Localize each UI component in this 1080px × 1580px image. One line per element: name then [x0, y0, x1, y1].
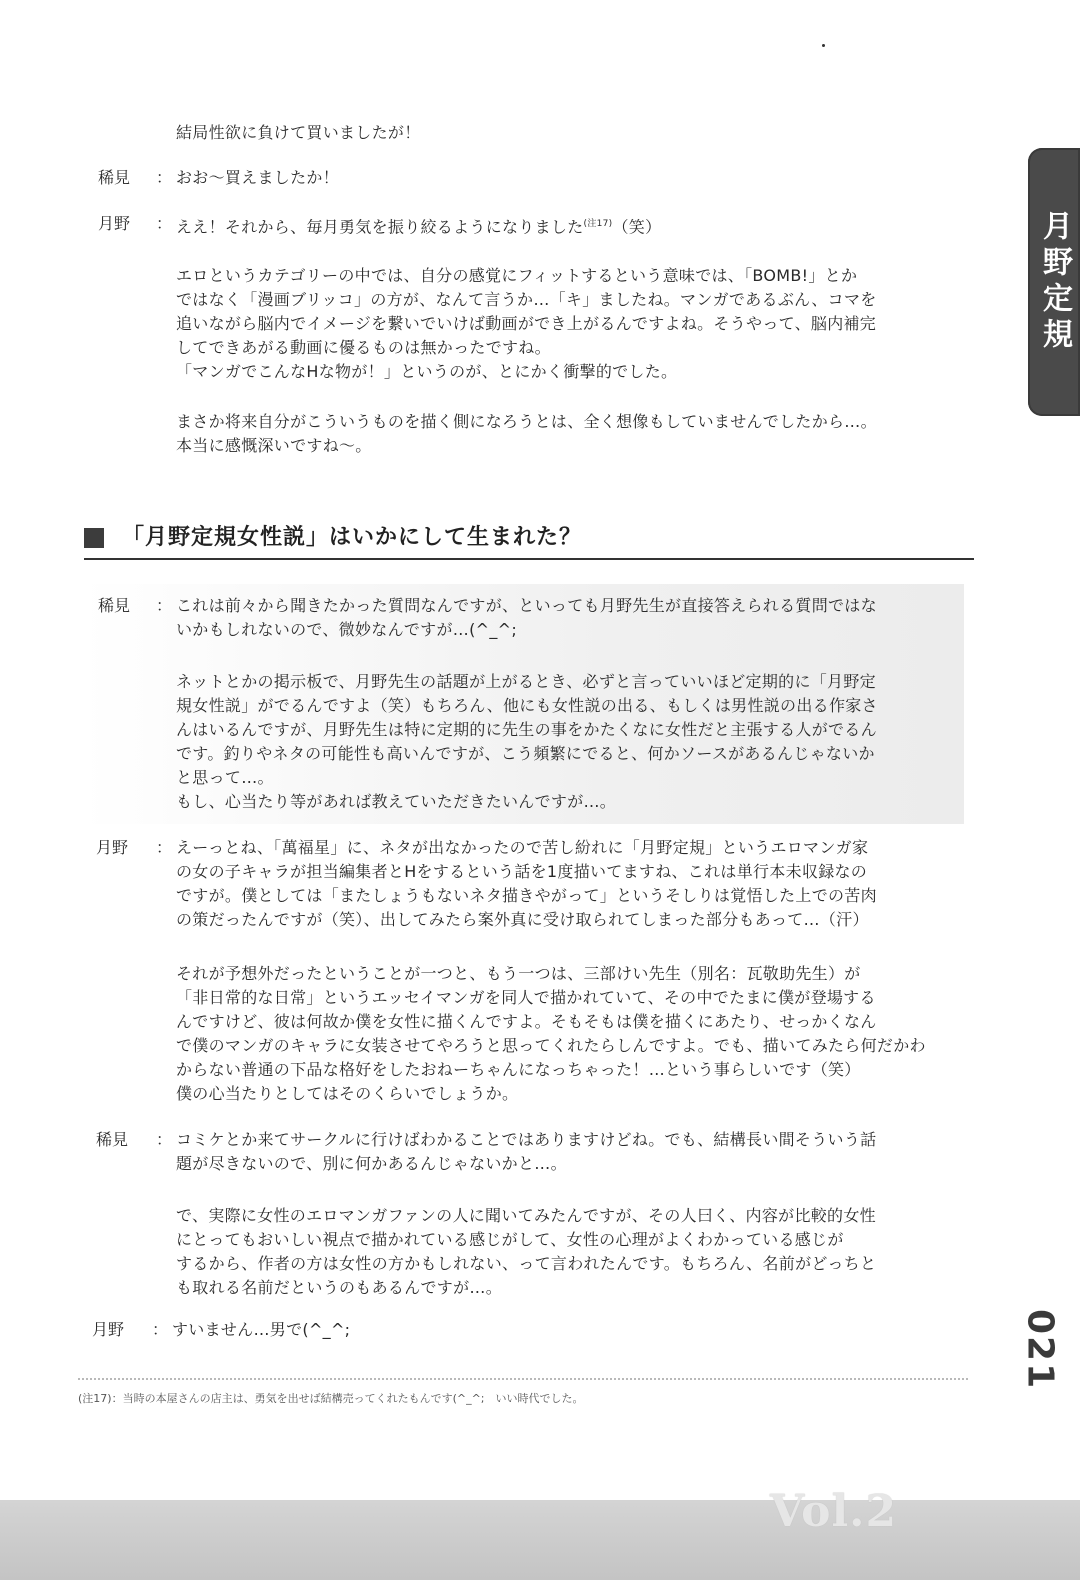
- paragraph-line: エロというカテゴリーの中では、自分の感覚にフィットするという意味では、「BOMB!」とか: [176, 266, 858, 285]
- speck: [822, 44, 825, 47]
- footnote: (注17)：当時の本屋さんの店主は、勇気を出せば結構売ってくれたもんです(^_^; いい時代でした。: [78, 1392, 584, 1405]
- speaker-name: 稀見: [96, 1130, 129, 1149]
- paragraph-line: 題が尽きないので、別に何かあるんじゃないかと…。: [176, 1154, 567, 1173]
- paragraph-line: えーっとね、「萬福星」に、ネタが出なかったので苦し紛れに「月野定規」というエロマンガ家: [176, 838, 869, 857]
- footnote-divider: [78, 1378, 968, 1380]
- dialogue-line: [176, 212, 661, 239]
- speaker-name: 稀見: [98, 596, 131, 615]
- paragraph-line: の策だったんですが（笑）、出してみたら案外真に受け取られてしまった部分もあって…（汗）: [176, 910, 869, 929]
- speaker-name: 月野: [92, 1320, 125, 1339]
- paragraph: [176, 1128, 876, 1176]
- paragraph-line: 規女性説」がでるんですよ（笑）もちろん、他にも女性説の出る、もしくは男性説の出る作家さ: [176, 696, 878, 715]
- paragraph-line: で僕のマンガのキャラに女装させてやろうと思ってくれたらしんですよ。でも、描いてみたら何だかわ: [176, 1036, 926, 1055]
- paragraph: [176, 1204, 876, 1300]
- speaker-colon: ：: [156, 1130, 173, 1149]
- paragraph-line: コミケとか来てサークルに行けばわかることではありますけどね。でも、結構長い間そういう話: [176, 1130, 877, 1149]
- paragraph-line: 本当に感慨深いですね〜。: [176, 436, 372, 455]
- paragraph-line: で、実際に女性のエロマンガファンの人に聞いてみたんですが、その人曰く、内容が比較的女性: [176, 1206, 876, 1225]
- footnote-marker: (注17): [583, 219, 613, 229]
- dialogue-main: ええ！それから、毎月勇気を振り絞るようになりました: [176, 217, 584, 237]
- paragraph-line: ですが。僕としては「またしょうもないネタ描きやがって」というそしりは覚悟した上での苦肉: [176, 886, 877, 905]
- paragraph: [176, 264, 877, 384]
- paragraph: [176, 836, 877, 932]
- paragraph-line: です。釣りやネタの可能性も高いんですが、こう頻繁にでると、何かソースがあるんじゃないか: [176, 744, 875, 763]
- speaker-colon: ：: [156, 214, 173, 233]
- intro-text: 結局性欲に負けて買いましたが！: [176, 123, 421, 142]
- page-number: 021: [1019, 1309, 1061, 1391]
- side-tab-label: 月野定規: [1037, 210, 1072, 354]
- dialogue-text: [172, 1318, 350, 1342]
- speaker-colon: ：: [156, 168, 173, 187]
- paragraph: [176, 594, 877, 642]
- heading-underline: [84, 558, 974, 560]
- dialogue-line: おお〜買えましたか！: [176, 168, 340, 187]
- dialogue-text: [176, 212, 661, 239]
- paragraph-line: してできあがる動画に優るものは無かったですね。: [176, 338, 551, 357]
- paragraph-line: も取れる名前だというのもあるんですが…。: [176, 1278, 503, 1297]
- section-title: 「月野定規女性説」はいかにして生まれた？: [122, 525, 583, 550]
- speaker-colon: ：: [156, 838, 173, 857]
- paragraph-line: ネットとかの掲示板で、月野先生の話題が上がるとき、必ずと言っていいほど定期的に「月野定: [176, 672, 876, 691]
- dialogue-text: [176, 166, 339, 190]
- square-bullet-icon: [84, 528, 104, 548]
- paragraph-line: もし、心当たり等があれば教えていただきたいんですが…。: [176, 792, 617, 811]
- paragraph-line: からない普通の下品な格好をしたおねーちゃんになっちゃった！…という事らしいです（笑）: [176, 1060, 861, 1079]
- speaker-name: 月野: [98, 214, 131, 233]
- paragraph-line: 「マンガでこんなHな物が！」というのが、とにかく衝撃的でした。: [176, 362, 678, 381]
- paragraph-line: 追いながら脳内でイメージを繋いでいけば動画ができ上がるんですよね。そうやって、脳内補完: [176, 314, 877, 333]
- speaker-name: 稀見: [98, 168, 131, 187]
- dialogue-tail: （笑）: [612, 217, 662, 237]
- paragraph-line: いかもしれないので、微妙なんですが…(^_^;: [176, 620, 518, 639]
- paragraph-line: まさか将来自分がこういうものを描く側になろうとは、全く想像もしていませんでしたから…。: [176, 412, 877, 431]
- paragraph: [176, 670, 878, 814]
- speaker-colon: ：: [156, 596, 173, 615]
- paragraph-line: それが予想外だったということが一つと、もう一つは、三部けい先生（別名：瓦敬助先生）が: [176, 964, 861, 983]
- paragraph-line: んですけど、彼は何故か僕を女性に描くんですよ。そもそもは僕を描くにあたり、せっかくなん: [176, 1012, 877, 1031]
- section-heading: [84, 518, 974, 562]
- paragraph: [176, 962, 926, 1106]
- paragraph-line: にとってもおいしい視点で描かれている感じがして、女性の心理がよくわかっている感じが: [176, 1230, 844, 1249]
- dialogue-line: すいません…男で(^_^;: [172, 1320, 351, 1339]
- footer-band: [0, 1500, 1080, 1580]
- paragraph-line: ではなく「漫画ブリッコ」の方が、なんて言うか…「キ」ましたね。マンガであるぶん、コマを: [176, 290, 877, 309]
- paragraph-line: これは前々から聞きたかった質問なんですが、といっても月野先生が直接答えられる質問ではな: [176, 596, 877, 615]
- speaker-colon: ：: [152, 1320, 169, 1339]
- volume-label: Vol.2: [770, 1486, 898, 1537]
- paragraph-line: と思って…。: [176, 768, 274, 787]
- paragraph-line: 僕の心当たりとしてはそのくらいでしょうか。: [176, 1084, 519, 1103]
- paragraph-line: するから、作者の方は女性の方かもしれない、って言われたんです。もちろん、名前がどっちと: [176, 1254, 877, 1273]
- paragraph-line: んはいるんですが、月野先生は特に定期的に先生の事をかたくなに女性だと主張する人がでるん: [176, 720, 877, 739]
- paragraph-line: の女の子キャラが担当編集者とHをするという話を1度描いてますね、これは単行本未収録なの: [176, 862, 868, 881]
- paragraph-line: 「非日常的な日常」というエッセイマンガを同人で描かれていて、その中でたまに僕が登場する: [176, 988, 876, 1007]
- intro-line: [176, 121, 421, 145]
- paragraph: [176, 410, 877, 458]
- speaker-name: 月野: [96, 838, 129, 857]
